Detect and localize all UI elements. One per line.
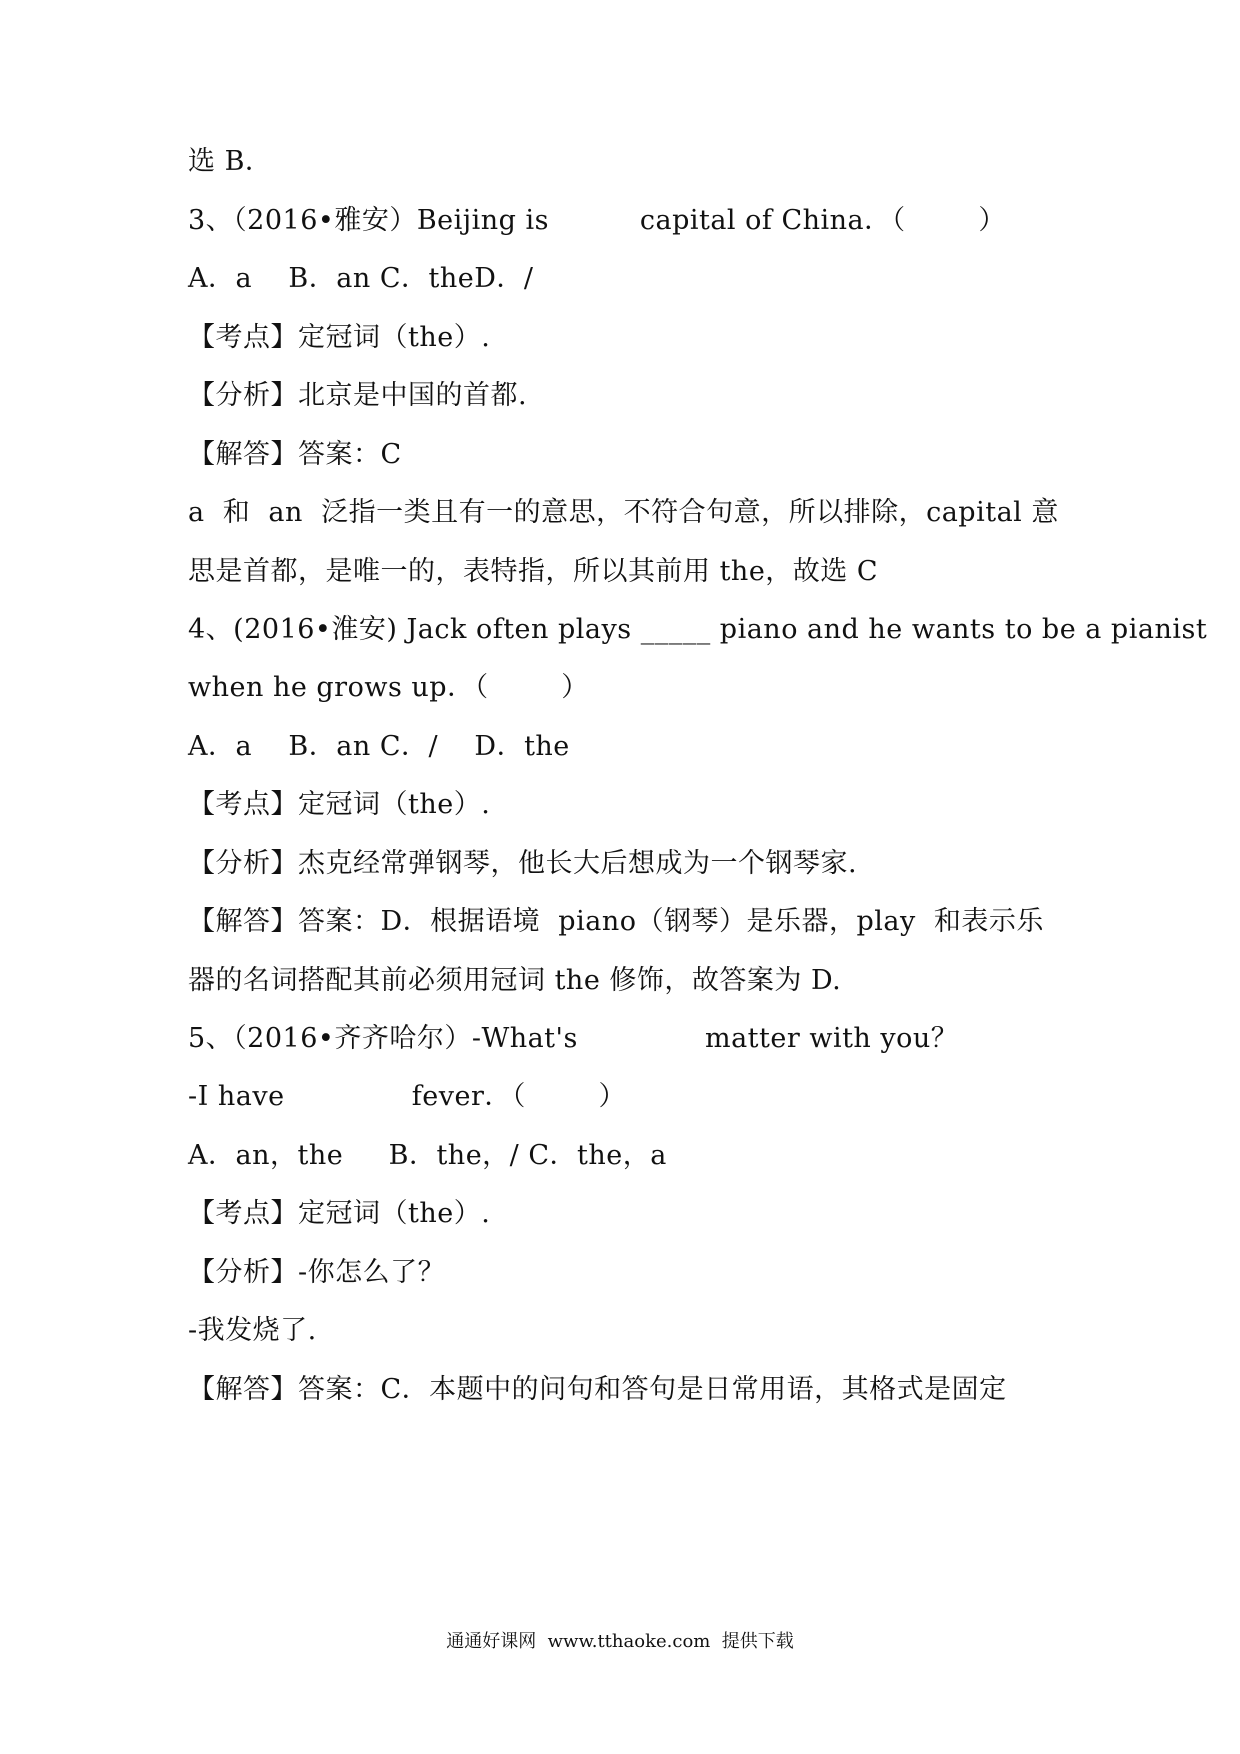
fenxi-5b: -我发烧了.	[188, 1315, 317, 1346]
jieda-3: 【解答】答案：C	[188, 439, 402, 470]
question-3: 3、（2016•雅安）Beijing is capital of China．（ ）	[188, 205, 1006, 236]
text-line: 选 B．	[188, 146, 273, 177]
kaodian-3: 【考点】定冠词（the）.	[188, 322, 491, 353]
jieda-4b: 器的名词搭配其前必须用冠词 the 修饰，故答案为 D.	[188, 965, 842, 996]
question-5a: 5、（2016•齐齐哈尔）-What's matter with you？	[188, 1023, 959, 1054]
kaodian-4: 【考点】定冠词（the）.	[188, 789, 491, 820]
jieda-4a: 【解答】答案：D．根据语境 piano（钢琴）是乐器，play 和表示乐	[188, 906, 1044, 937]
page-footer: 通通好课网 www.tthaoke.com 提供下载	[446, 1631, 794, 1652]
jieda-5: 【解答】答案：C．本题中的问句和答句是日常用语，其格式是固定	[188, 1374, 1007, 1405]
question-4b: when he grows up．（ ）	[188, 672, 589, 703]
fenxi-5: 【分析】-你怎么了？	[188, 1257, 446, 1288]
explanation-3a: a 和 an 泛指一类且有一的意思，不符合句意，所以排除，capital 意	[188, 497, 1059, 528]
fenxi-4: 【分析】杰克经常弹钢琴，他长大后想成为一个钢琴家.	[188, 848, 858, 879]
question-5b: -I have fever．（ ）	[188, 1081, 627, 1112]
kaodian-5: 【考点】定冠词（the）.	[188, 1198, 491, 1229]
fenxi-3: 【分析】北京是中国的首都.	[188, 380, 528, 411]
options-5: A．an，the B．the，/ C．the，a	[188, 1140, 667, 1171]
options-3: A．a B．an C．theD．/	[188, 263, 534, 294]
question-4a: 4、(2016•淮安) Jack often plays _____ piano and he wants to be a pianist	[188, 614, 1208, 645]
options-4: A．a B．an C．/ D．the	[188, 731, 570, 762]
explanation-3b: 思是首都，是唯一的，表特指，所以其前用 the，故选 C	[188, 556, 879, 587]
